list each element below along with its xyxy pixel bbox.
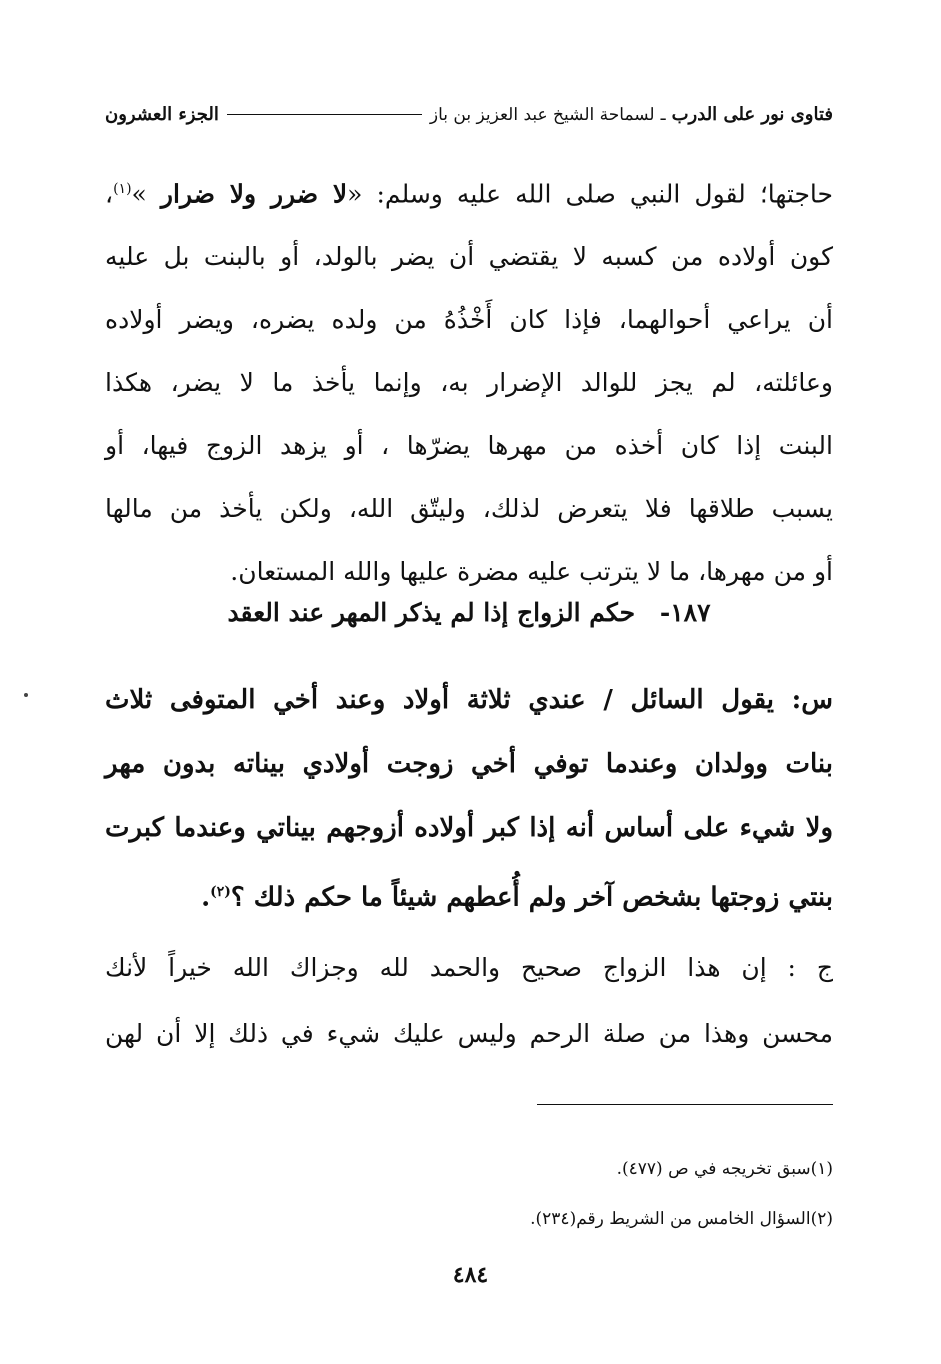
question-last-text: بنتي زوجتها بشخص آخر ولم أُعطهم شيئاً ما حكم ذلك ؟ <box>230 882 833 913</box>
question-paragraph <box>105 668 833 930</box>
paragraph-line: كون أولاده من كسبه لا يقتضي أن يضر بالولد، أو بالبنت بل عليه <box>105 242 833 272</box>
paragraph-line: يسبب طلاقها فلا يتعرض لذلك، وليتّق الله، ولكن يأخذ من مالها <box>105 494 833 524</box>
paragraph-line: وعائلته، لم يجز للوالد الإضرار به، وإنما يأخذ ما لا يضر، هكذا <box>105 368 833 398</box>
footnote-ref-1: (١) <box>113 181 132 197</box>
header-separator: ـ <box>660 104 666 125</box>
paragraph-line: أن يراعي أحوالهما، فإذا كان أَخْذُهُ من ولده يضره، ويضر أولاده <box>105 305 833 335</box>
footnote-ref-2: (٢) <box>210 884 231 900</box>
paragraph-line: البنت إذا كان أخذه من مهرها يضرّها ، أو يزهد الزوج فيها، أو <box>105 431 833 461</box>
answer-line: محسن وهذا من صلة الرحم وليس عليك شيء في ذلك إلا أن لهن <box>105 1019 833 1048</box>
footnote-divider <box>537 1104 833 1105</box>
question-line: ولا شيء على أساس أنه إذا كبر أولاده أزوجهم بيناتي وعندما كبرت <box>105 813 833 843</box>
line-punct: ، <box>105 179 114 209</box>
footnote-1: (١)سبق تخريجه في ص (٤٧٧). <box>616 1159 833 1179</box>
section-title: حكم الزواج إذا لم يذكر المهر عند العقد <box>227 598 636 627</box>
header-rule <box>227 114 422 115</box>
footnote-2: (٢)السؤال الخامس من الشريط رقم(٢٣٤). <box>530 1209 833 1229</box>
answer-line: ج : إن هذا الزواج صحيح والحمد لله وجزاك الله خيراً لأنك <box>105 953 833 982</box>
question-line <box>105 860 833 930</box>
paragraph-line: أو من مهرها، ما لا يترتب عليه مضرة عليها والله المستعان. <box>230 557 833 587</box>
hadith-quote: لا ضرر ولا ضرار <box>160 179 348 209</box>
author-name: لسماحة الشيخ عبد العزيز بن باز <box>429 104 655 125</box>
line-text: حاجتها؛ لقول النبي صلى الله عليه وسلم: « <box>347 179 833 209</box>
question-line: بنات وولدان وعندما توفي أخي زوجت أولادي بيناته بدون مهر <box>105 749 833 779</box>
book-title: فتاوى نور على الدرب <box>671 104 833 125</box>
page-number: ٤٨٤ <box>452 1262 489 1288</box>
paragraph-line <box>105 158 833 225</box>
running-header <box>105 104 833 125</box>
section-number: ١٨٧- <box>659 598 711 627</box>
volume-part: الجزء العشرون <box>105 104 219 125</box>
quote-close: » <box>131 179 161 209</box>
question-line: س: يقول السائل / عندي ثلاثة أولاد وعند أخي المتوفى ثلاث <box>105 685 833 715</box>
question-end-punct: . <box>201 882 211 913</box>
margin-dot <box>24 693 28 697</box>
continuation-paragraph <box>105 158 833 603</box>
answer-paragraph <box>105 935 833 1067</box>
footnotes <box>105 1144 833 1244</box>
section-heading <box>105 598 833 627</box>
